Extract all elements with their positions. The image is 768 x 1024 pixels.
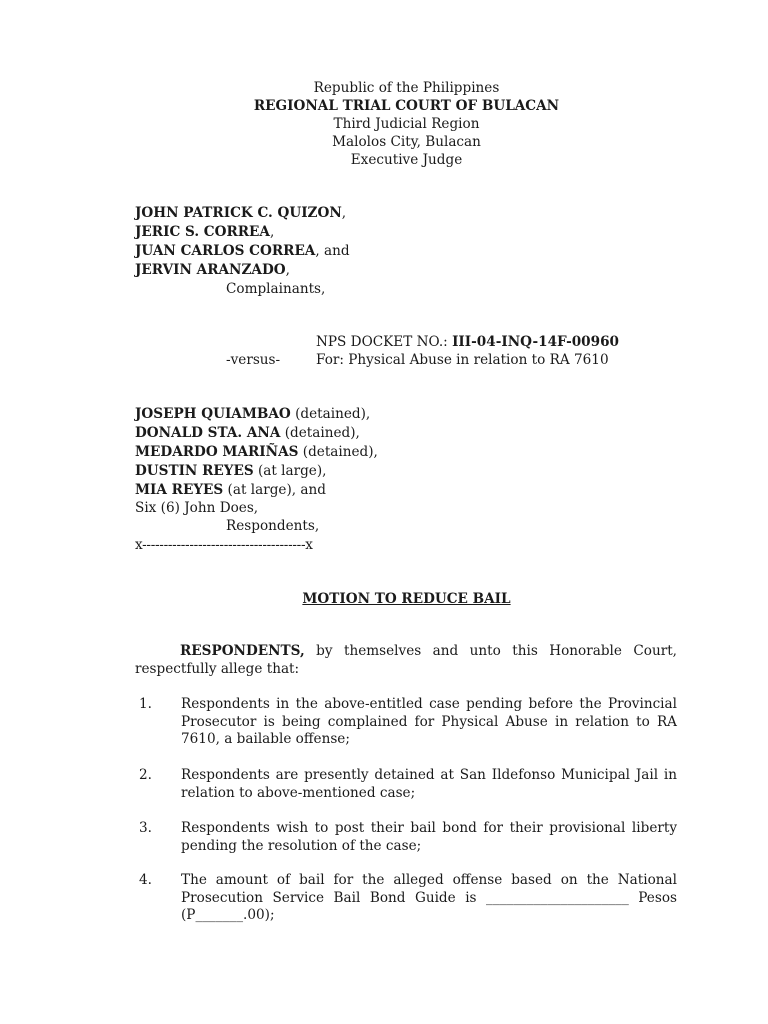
complainant-name: JERVIN ARANZADO bbox=[135, 262, 286, 278]
respondent-name: MIA REYES bbox=[135, 482, 224, 498]
intro-text: by themselves and unto this Honorable Court, respectfully allege that: bbox=[135, 643, 677, 677]
header-judge: Executive Judge bbox=[350, 152, 463, 168]
intro-paragraph bbox=[135, 643, 677, 678]
case-offense: For: Physical Abuse in relation to RA 7610 bbox=[316, 352, 609, 368]
complainants-role: Complainants, bbox=[226, 281, 326, 297]
respondent-name: MEDARDO MARIÑAS bbox=[135, 444, 299, 460]
item-text: Respondents wish to post their bail bond for their provisional liberty pending the resolution of the case; bbox=[181, 820, 677, 854]
respondent-name: JOSEPH QUIAMBAO bbox=[135, 406, 291, 422]
header-city: Malolos City, Bulacan bbox=[332, 134, 481, 150]
complainant-name: JUAN CARLOS CORREA bbox=[135, 243, 316, 259]
complainant-name: JERIC S. CORREA bbox=[135, 224, 270, 240]
motion-title-line bbox=[0, 590, 768, 608]
respondent-1 bbox=[135, 405, 370, 423]
complainant-name: JOHN PATRICK C. QUIZON bbox=[135, 205, 342, 221]
versus-label: -versus- bbox=[226, 352, 281, 368]
docket-number: III-04-INQ-14F-00960 bbox=[452, 334, 619, 350]
respondent-status: (detained), bbox=[280, 425, 360, 441]
respondent-status: (detained), bbox=[290, 406, 371, 422]
docket-line bbox=[316, 333, 619, 351]
item-number: 4. bbox=[139, 872, 152, 888]
item-number: 1. bbox=[139, 696, 152, 712]
respondent-status: (at large), bbox=[253, 463, 327, 479]
header-region: Third Judicial Region bbox=[333, 116, 480, 132]
caption-separator: x--------------------------------------x bbox=[135, 537, 313, 553]
complainant-suffix: , bbox=[269, 224, 275, 240]
header-court bbox=[0, 97, 768, 115]
item-text: Respondents in the above-entitled case pending before the Provincial Prosecutor is being complained for Physical Abuse in relation to RA 7610, a bailable offense; bbox=[181, 696, 677, 747]
complainant-2 bbox=[135, 223, 274, 241]
complainant-3 bbox=[135, 242, 350, 260]
respondent-name: DONALD STA. ANA bbox=[135, 425, 281, 441]
item-number: 3. bbox=[139, 820, 152, 836]
complainant-1 bbox=[135, 204, 346, 222]
item-text: The amount of bail for the alleged offense based on the National Prosecution Service Bail Bond Guide is _____________________ Pesos (P_______.00); bbox=[181, 872, 677, 923]
intro-lead: RESPONDENTS, bbox=[180, 643, 305, 659]
court-name: REGIONAL TRIAL COURT OF BULACAN bbox=[253, 98, 560, 114]
complainant-suffix: , bbox=[341, 205, 347, 221]
respondents-role: Respondents, bbox=[226, 518, 320, 534]
respondent-2 bbox=[135, 424, 360, 442]
complainant-suffix: , and bbox=[315, 243, 350, 259]
respondent-status: (at large), and bbox=[223, 482, 326, 498]
respondent-status: (detained), bbox=[298, 444, 378, 460]
respondent-3 bbox=[135, 443, 378, 461]
motion-title: MOTION TO REDUCE BAIL bbox=[302, 591, 511, 607]
item-text: Respondents are presently detained at San Ildefonso Municipal Jail in relation to above-mentioned case; bbox=[181, 767, 677, 801]
complainant-suffix: , bbox=[285, 262, 290, 278]
respondent-4 bbox=[135, 462, 326, 480]
respondent-name: DUSTIN REYES bbox=[135, 463, 254, 479]
respondent-extra: Six (6) John Does, bbox=[135, 500, 259, 516]
header-republic: Republic of the Philippines bbox=[313, 80, 500, 96]
complainant-4 bbox=[135, 261, 290, 279]
item-number: 2. bbox=[139, 767, 152, 783]
respondent-5 bbox=[135, 481, 326, 499]
docket-label: NPS DOCKET NO.: bbox=[316, 334, 453, 350]
